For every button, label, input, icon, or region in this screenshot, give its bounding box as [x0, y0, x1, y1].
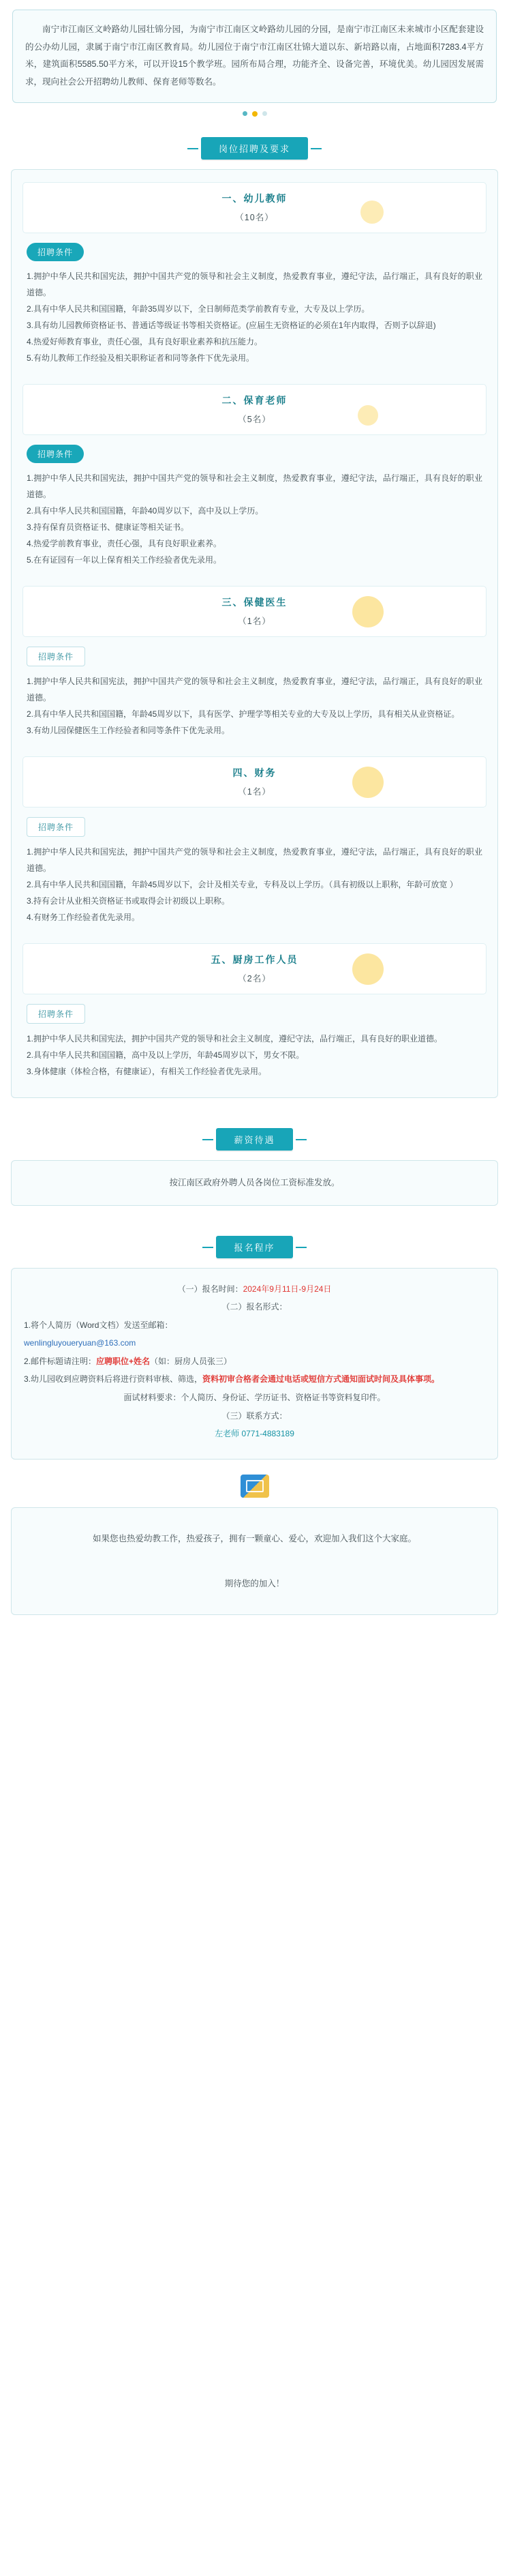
apply-form-label: （二）报名形式： — [221, 1302, 288, 1312]
requirement-item: 1.拥护中华人民共和国宪法，拥护中国共产党的领导和社会主义制度，热爱教育事业，遵纪守法，品行端正，具有良好的职业道德。 — [27, 473, 482, 499]
requirement-item: 2.具有中华人民共和国国籍，年龄35周岁以下，全日制师范类学前教育专业，大专及以上学历。 — [27, 304, 370, 314]
job-conditions-tag-5: 招聘条件 — [27, 1004, 85, 1024]
job-block-2 — [22, 384, 487, 568]
requirement-item: 3.身体健康（体检合格，有健康证），有相关工作经验者优先录用。 — [27, 1066, 267, 1076]
footer-line-1: 如果您也热爱幼教工作，热爱孩子，拥有一颗童心、爱心，欢迎加入我们这个大家庭。 — [92, 1534, 416, 1544]
requirement-item: 1.拥护中华人民共和国宪法，拥护中国共产党的领导和社会主义制度，热爱教育事业，遵纪守法，品行端正，具有良好的职业道德。 — [27, 676, 482, 702]
apply-step-3-highlight: 资料初审合格者会通过电话或短信方式通知面试时间及具体事项。 — [202, 1374, 440, 1385]
job-title-5: 五、厨房工作人员 — [211, 953, 298, 965]
job-title-2: 二、保育老师 — [221, 394, 288, 406]
requirement-item: 3.具有幼儿园教师资格证书、普通话等级证书等相关资格证。(应届生无资格证的必须在1年内取得，否则予以辞退) — [27, 320, 436, 330]
footer-icon-wrap — [0, 1460, 509, 1507]
requirement-item: 4.热爱学前教育事业，责任心强，具有良好职业素养。 — [27, 538, 222, 548]
apply-step-3 — [24, 1371, 485, 1388]
job-header-5 — [22, 943, 487, 994]
job-conditions-tag-1: 招聘条件 — [27, 243, 84, 261]
job-count-4: （1名） — [238, 786, 271, 797]
decorative-circle-icon — [352, 596, 384, 627]
footer-box — [11, 1507, 498, 1616]
job-block-3 — [22, 586, 487, 739]
salary-box: 按江南区政府外聘人员各岗位工资标准发放。 — [11, 1160, 498, 1206]
section-title-apply: 报名程序 — [216, 1236, 292, 1258]
jobs-card — [11, 169, 498, 1098]
requirement-item: 1.拥护中华人民共和国宪法，拥护中国共产党的领导和社会主义制度，遵纪守法，品行端正，具有良好的职业道德。 — [27, 1033, 443, 1043]
salary-title-wrap — [0, 1116, 509, 1160]
job-title-4: 四、财务 — [232, 767, 277, 778]
job-block-1 — [22, 182, 487, 366]
apply-step-3-pre: 3.幼儿园收到应聘资料后将进行资料审核、筛选， — [24, 1374, 203, 1385]
job-conditions-tag-4: 招聘条件 — [27, 817, 85, 837]
apply-time-value: 2024年9月11日-9月24日 — [243, 1284, 332, 1294]
section-title-wrap — [0, 125, 509, 169]
apply-title-wrap — [0, 1224, 509, 1268]
requirement-item: 4.热爱好师教育事业，责任心强，具有良好职业素养和抗压能力。 — [27, 336, 263, 346]
carousel-dots[interactable] — [12, 103, 497, 121]
carousel-dot-2[interactable] — [252, 111, 258, 117]
job-conditions-tag-2: 招聘条件 — [27, 445, 84, 463]
carousel-dot-3[interactable] — [262, 111, 267, 116]
requirement-item: 2.具有中华人民共和国国籍，年龄45周岁以下，具有医学、护理学等相关专业的大专及以上学历，具有相关从业资格证。 — [27, 709, 460, 719]
requirement-item: 4.有财务工作经验者优先录用。 — [27, 912, 140, 922]
job-block-4 — [22, 756, 487, 926]
apply-email[interactable]: wenlingluyoueryuan@163.com — [24, 1338, 136, 1348]
decorative-circle-icon — [352, 767, 384, 798]
job-title-3: 三、保健医生 — [221, 596, 288, 608]
apply-step-1: 1.将个人简历（Word文档）发送至邮箱： — [24, 1320, 173, 1330]
job-count-1: （10名） — [235, 212, 274, 222]
section-title-salary: 薪资待遇 — [216, 1128, 292, 1151]
job-count-5: （2名） — [238, 973, 271, 983]
job-requirements-3 — [22, 673, 487, 739]
job-requirements-2 — [22, 470, 487, 568]
job-header-4 — [22, 756, 487, 808]
decorative-circle-icon — [358, 405, 378, 426]
apply-contact-label: （三）联系方式： — [221, 1410, 288, 1421]
requirement-item: 5.在有证园有一年以上保育相关工作经验者优先录用。 — [27, 554, 222, 565]
job-header-2 — [22, 384, 487, 435]
requirement-item: 2.具有中华人民共和国国籍，年龄40周岁以下，高中及以上学历。 — [27, 505, 264, 516]
job-count-2: （5名） — [238, 414, 271, 424]
requirement-item: 2.具有中华人民共和国国籍，年龄45周岁以下，会计及相关专业，专科及以上学历。（具有初级以上职称，年龄可放宽 ） — [27, 879, 458, 889]
job-requirements-1 — [22, 268, 487, 366]
apply-contact-value: 左老师 0771-4883189 — [215, 1429, 294, 1439]
apply-step-2-post: （如：厨房人员张三） — [150, 1356, 232, 1366]
job-block-5 — [22, 943, 487, 1080]
apply-time-label: （一）报名时间： — [177, 1284, 243, 1294]
job-requirements-4 — [22, 844, 487, 926]
requirement-item: 1.拥护中华人民共和国宪法，拥护中国共产党的领导和社会主义制度，热爱教育事业，遵纪守法，品行端正，具有良好的职业道德。 — [27, 846, 482, 873]
requirement-item: 5.有幼儿教师工作经验及相关职称证者和同等条件下优先录用。 — [27, 353, 255, 363]
job-title-1: 一、幼儿教师 — [221, 192, 288, 204]
requirement-item: 1.拥护中华人民共和国宪法，拥护中国共产党的领导和社会主义制度，热爱教育事业，遵纪守法，品行端正，具有良好的职业道德。 — [27, 271, 482, 297]
decorative-circle-icon — [360, 201, 384, 224]
job-header-1 — [22, 182, 487, 233]
intro-text: 南宁市江南区文岭路幼儿园壮锦分园，为南宁市江南区文岭路幼儿园的分园，是南宁市江南区未来城市小区配套建设的公办幼儿园，隶属于南宁市江南区教育局。幼儿园位于南宁市江南区壮锦大道以东、新培路以南，占地面积7283.4平方米，建筑面积5585.50平方米，可以开设15个教学班。园所布局合理，功能齐全、设备完善，环境优美。幼儿园因发展需求，现向社会公开招聘幼儿教师、保育老师等数名。 — [12, 10, 497, 103]
apply-step-2 — [24, 1353, 485, 1370]
requirement-item: 3.持有保育员资格证书、健康证等相关证书。 — [27, 522, 189, 532]
section-title-recruitment: 岗位招聘及要求 — [201, 137, 308, 160]
footer-line-2: 期待您的加入！ — [224, 1578, 285, 1588]
carousel-dot-1[interactable] — [243, 111, 247, 116]
requirement-item: 3.有幼儿园保健医生工作经验者和同等条件下优先录用。 — [27, 725, 230, 735]
job-header-3 — [22, 586, 487, 637]
job-requirements-5 — [22, 1031, 487, 1080]
apply-step-2-highlight: 应聘职位+姓名 — [96, 1356, 151, 1366]
apply-box — [11, 1268, 498, 1460]
decorative-circle-icon — [352, 953, 384, 985]
apply-step-2-pre: 2.邮件标题请注明： — [24, 1356, 97, 1366]
apply-time-line — [24, 1281, 485, 1298]
job-conditions-tag-3: 招聘条件 — [27, 647, 85, 666]
requirement-item: 2.具有中华人民共和国国籍，高中及以上学历，年龄45周岁以下，男女不限。 — [27, 1050, 305, 1060]
requirement-item: 3.持有会计从业相关资格证书或取得会计初级以上职称。 — [27, 895, 230, 906]
job-count-3: （1名） — [238, 616, 271, 626]
mail-envelope-icon — [241, 1475, 269, 1498]
intro-section — [0, 0, 509, 125]
apply-materials: 面试材料要求：个人简历、身份证、学历证书、资格证书等资料复印件。 — [123, 1393, 386, 1403]
